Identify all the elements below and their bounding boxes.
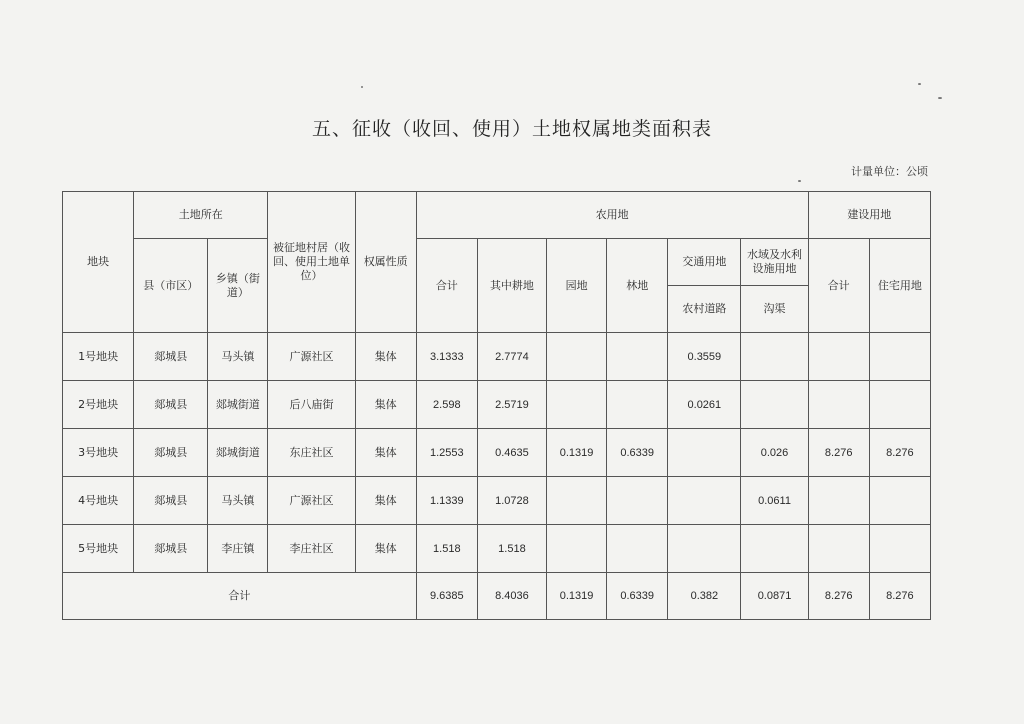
cell-garden <box>547 477 607 525</box>
cell-plot: 2号地块 <box>63 381 134 429</box>
cell-subtotal: 2.598 <box>416 381 477 429</box>
cell-ditch: 0.026 <box>741 429 808 477</box>
cell-plot: 4号地块 <box>63 477 134 525</box>
cell-rural-road: 0.0261 <box>668 381 741 429</box>
cell-county: 郯城县 <box>134 381 208 429</box>
header-agri-subtotal: 合计 <box>416 239 477 333</box>
cell-village: 广源社区 <box>268 477 355 525</box>
cell-rural-road: 0.3559 <box>668 333 741 381</box>
cell-plot: 5号地块 <box>63 525 134 573</box>
header-township: 乡镇（街道） <box>208 239 268 333</box>
cell-ownership: 集体 <box>355 333 416 381</box>
table-row <box>63 477 931 525</box>
cell-village: 东庄社区 <box>268 429 355 477</box>
header-residential: 住宅用地 <box>869 239 930 333</box>
cell-township: 马头镇 <box>208 477 268 525</box>
header-transport: 交通用地 <box>668 239 741 286</box>
cell-village: 广源社区 <box>268 333 355 381</box>
cell-arable: 2.5719 <box>477 381 546 429</box>
cell-forest <box>607 381 668 429</box>
header-agricultural: 农用地 <box>416 192 808 239</box>
cell-ownership: 集体 <box>355 381 416 429</box>
total-forest: 0.6339 <box>607 573 668 620</box>
total-garden: 0.1319 <box>547 573 607 620</box>
table-row <box>63 381 931 429</box>
total-row <box>63 573 931 620</box>
cell-construction-subtotal <box>808 381 869 429</box>
cell-garden <box>547 381 607 429</box>
scan-speck <box>798 180 801 182</box>
header-forest: 林地 <box>607 239 668 333</box>
cell-county: 郯城县 <box>134 429 208 477</box>
cell-construction-subtotal <box>808 525 869 573</box>
cell-township: 郯城街道 <box>208 429 268 477</box>
cell-county: 郯城县 <box>134 525 208 573</box>
total-arable: 8.4036 <box>477 573 546 620</box>
cell-subtotal: 1.1339 <box>416 477 477 525</box>
cell-ownership: 集体 <box>355 525 416 573</box>
cell-county: 郯城县 <box>134 477 208 525</box>
table-row <box>63 429 931 477</box>
page-title: 五、征收（收回、使用）土地权属地类面积表 <box>311 118 712 140</box>
cell-residential: 8.276 <box>869 429 930 477</box>
unit-note: 计量单位：公顷 <box>851 165 928 178</box>
cell-garden <box>547 333 607 381</box>
scan-speck <box>938 97 942 99</box>
cell-construction-subtotal <box>808 333 869 381</box>
cell-construction-subtotal <box>808 477 869 525</box>
cell-township: 郯城街道 <box>208 381 268 429</box>
scan-speck <box>918 83 921 85</box>
total-construction-subtotal: 8.276 <box>808 573 869 620</box>
cell-forest: 0.6339 <box>607 429 668 477</box>
cell-rural-road <box>668 525 741 573</box>
cell-rural-road <box>668 477 741 525</box>
cell-ownership: 集体 <box>355 429 416 477</box>
cell-residential <box>869 477 930 525</box>
scan-speck <box>361 86 363 88</box>
cell-ditch: 0.0611 <box>741 477 808 525</box>
total-residential: 8.276 <box>869 573 930 620</box>
header-plot: 地块 <box>63 192 134 333</box>
total-ditch: 0.0871 <box>741 573 808 620</box>
header-garden: 园地 <box>547 239 607 333</box>
table-row <box>63 333 931 381</box>
header-water: 水域及水利设施用地 <box>741 239 808 286</box>
cell-arable: 1.0728 <box>477 477 546 525</box>
cell-forest <box>607 333 668 381</box>
cell-ditch <box>741 333 808 381</box>
cell-village: 后八庙街 <box>268 381 355 429</box>
header-ownership: 权属性质 <box>355 192 416 333</box>
header-arable: 其中耕地 <box>477 239 546 333</box>
header-location: 土地所在 <box>134 192 268 239</box>
cell-arable: 2.7774 <box>477 333 546 381</box>
cell-arable: 1.518 <box>477 525 546 573</box>
cell-ownership: 集体 <box>355 477 416 525</box>
cell-plot: 3号地块 <box>63 429 134 477</box>
cell-subtotal: 3.1333 <box>416 333 477 381</box>
header-rural-road: 农村道路 <box>668 286 741 333</box>
cell-subtotal: 1.518 <box>416 525 477 573</box>
cell-residential <box>869 525 930 573</box>
cell-garden <box>547 525 607 573</box>
cell-residential <box>869 333 930 381</box>
land-area-table <box>62 191 931 620</box>
cell-construction-subtotal: 8.276 <box>808 429 869 477</box>
header-ditch: 沟渠 <box>741 286 808 333</box>
cell-ditch <box>741 525 808 573</box>
cell-ditch <box>741 381 808 429</box>
header-construction: 建设用地 <box>808 192 930 239</box>
cell-township: 李庄镇 <box>208 525 268 573</box>
cell-village: 李庄社区 <box>268 525 355 573</box>
cell-plot: 1号地块 <box>63 333 134 381</box>
header-row-1 <box>63 192 931 239</box>
header-row-2 <box>63 239 931 286</box>
cell-subtotal: 1.2553 <box>416 429 477 477</box>
cell-garden: 0.1319 <box>547 429 607 477</box>
total-label: 合计 <box>63 573 417 620</box>
cell-rural-road <box>668 429 741 477</box>
total-rural-road: 0.382 <box>668 573 741 620</box>
cell-arable: 0.4635 <box>477 429 546 477</box>
table-row <box>63 525 931 573</box>
cell-forest <box>607 525 668 573</box>
header-county: 县（市区） <box>134 239 208 333</box>
header-construction-subtotal: 合计 <box>808 239 869 333</box>
cell-county: 郯城县 <box>134 333 208 381</box>
cell-residential <box>869 381 930 429</box>
cell-forest <box>607 477 668 525</box>
total-subtotal: 9.6385 <box>416 573 477 620</box>
header-village: 被征地村居（收回、使用土地单位） <box>268 192 355 333</box>
cell-township: 马头镇 <box>208 333 268 381</box>
